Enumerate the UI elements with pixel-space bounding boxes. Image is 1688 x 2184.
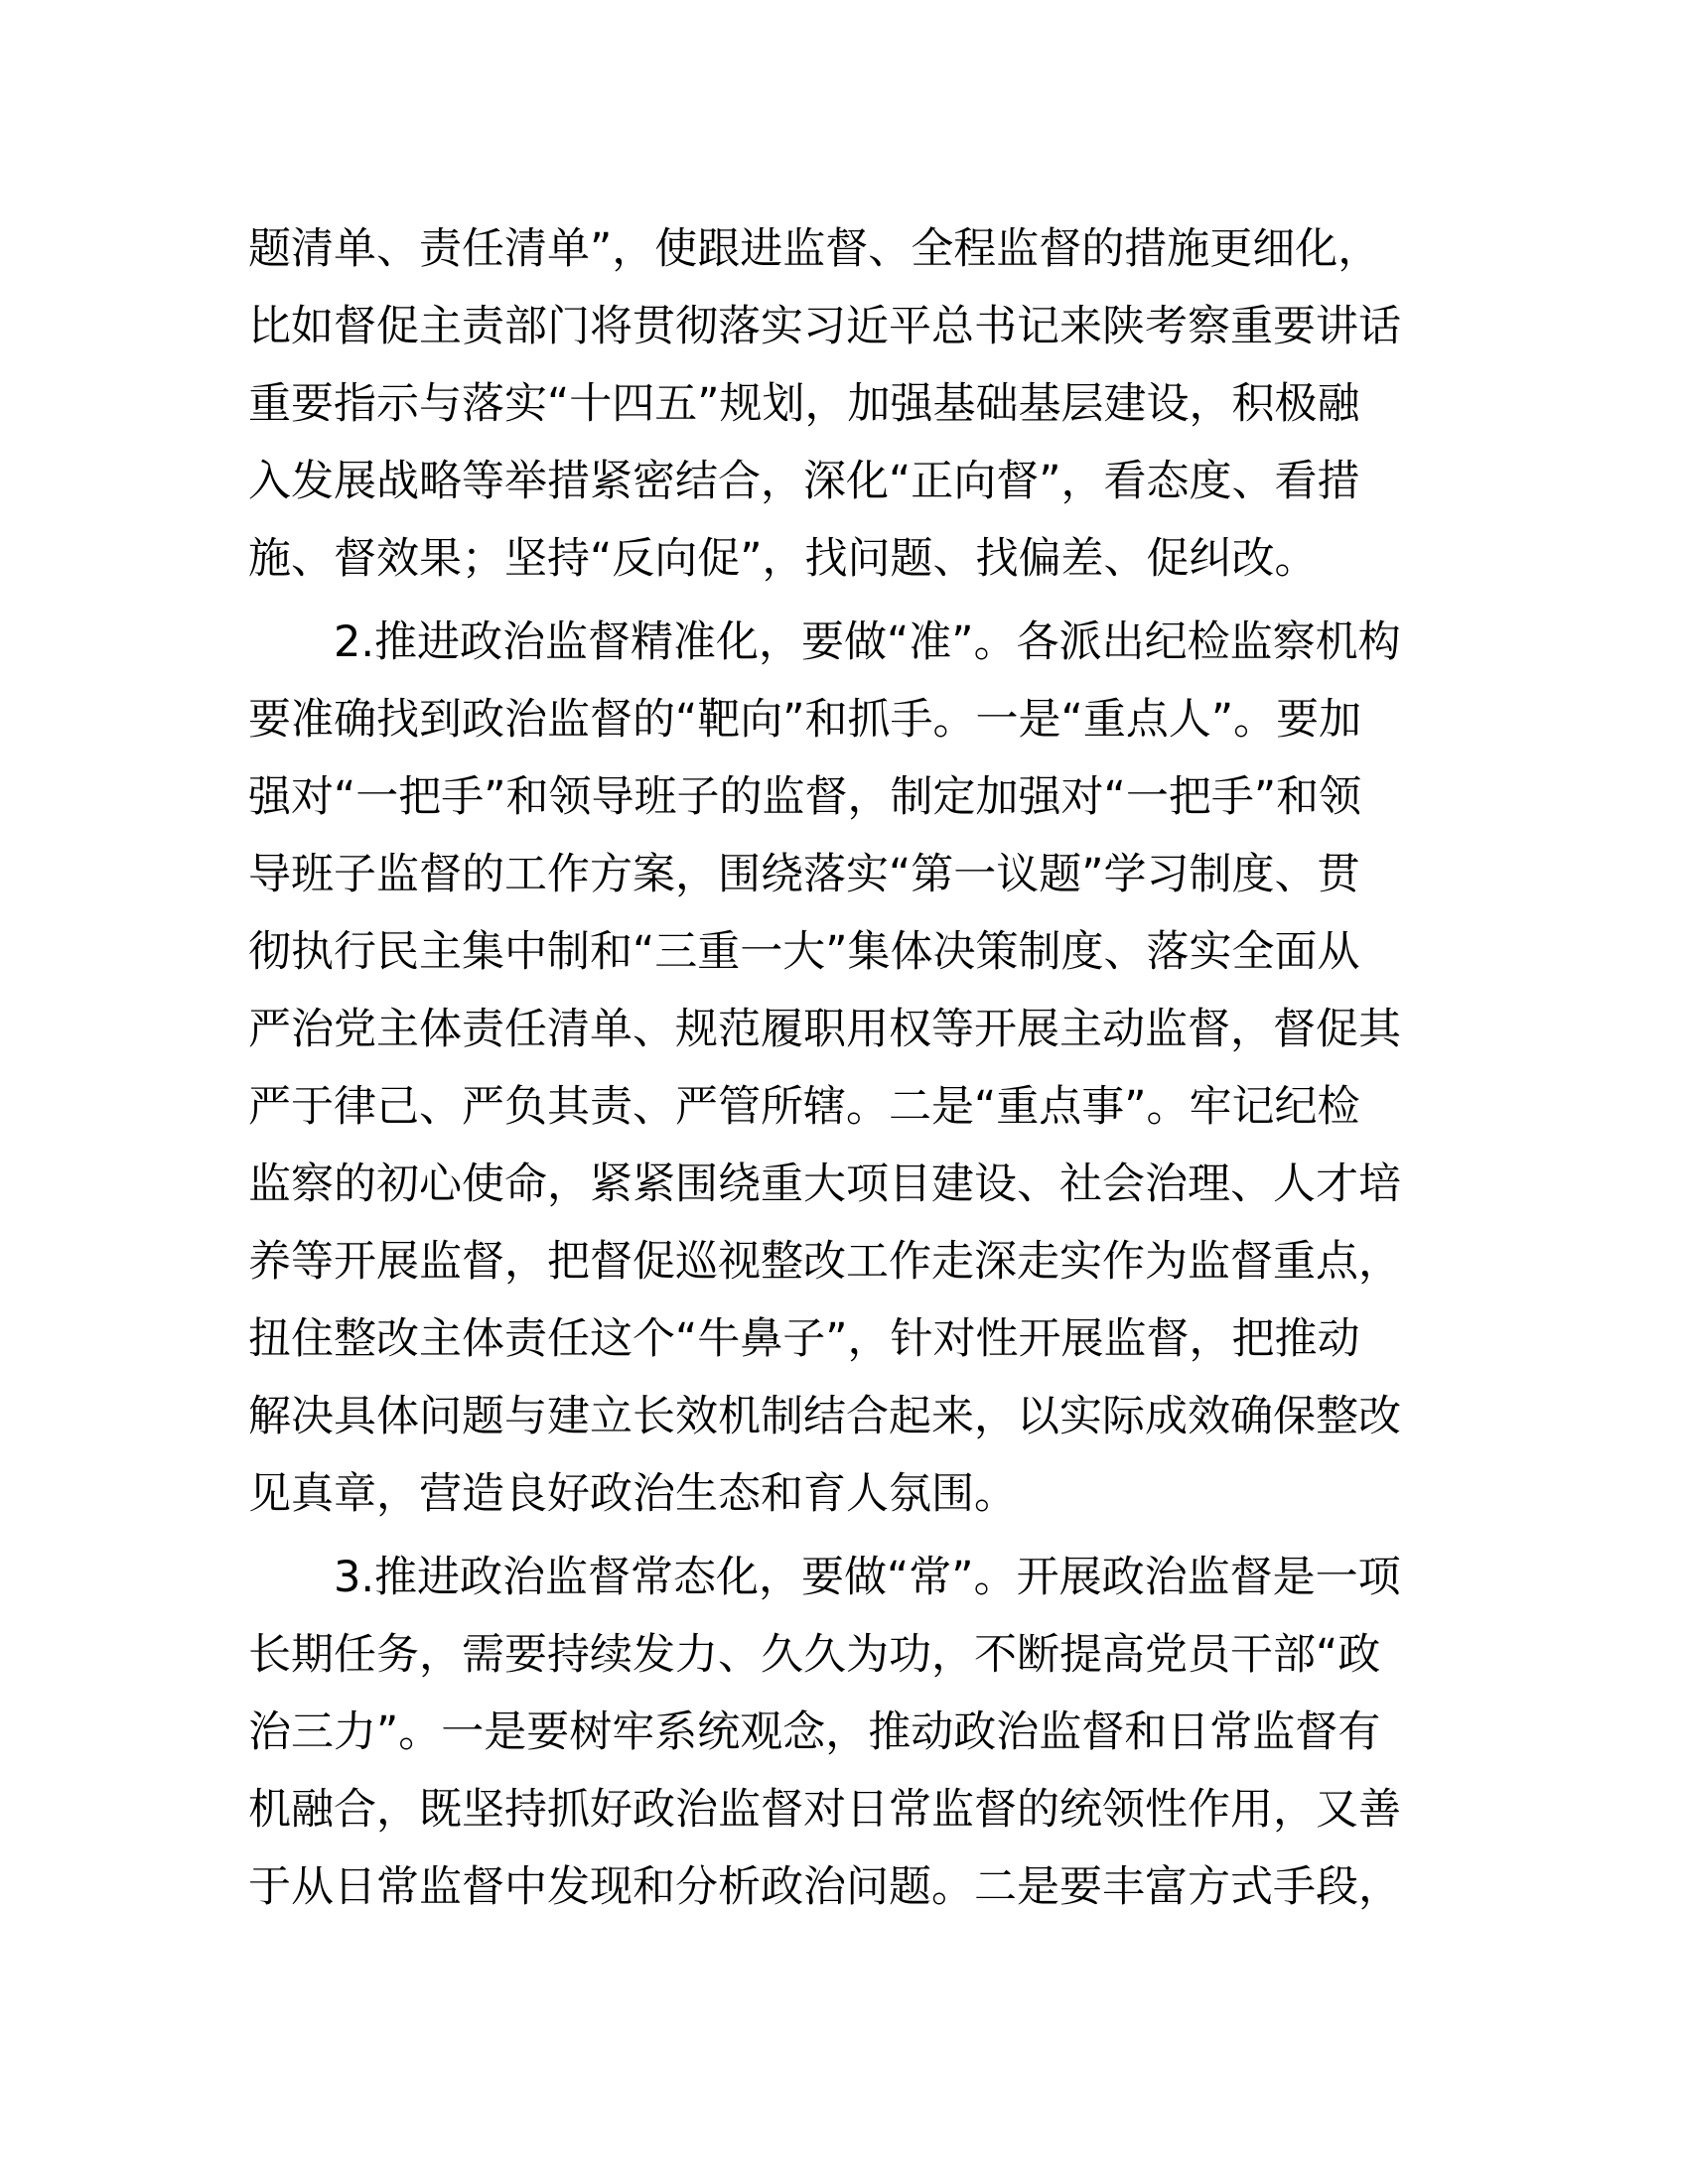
paragraph-1 (248, 210, 1440, 598)
text-line: 长期任务，需要持续发力、久久为功，不断提高党员干部“政 (248, 1630, 1381, 1680)
text-line: 导班子监督的工作方案，围绕落实“第一议题”学习制度、贯 (248, 850, 1360, 899)
document-body (248, 210, 1440, 1932)
text-line: 题清单、责任清单”，使跟进监督、全程监督的措施更细化， (248, 224, 1381, 274)
text-line: 施、督效果；坚持“反向促”，找问题、找偏差、促纠改。 (248, 534, 1318, 584)
text-line: 比如督促主责部门将贯彻落实习近平总书记来陕考察重要讲话 (248, 302, 1401, 351)
text-line: 治三力”。一是要树牢系统观念，推动政治监督和日常监督有 (248, 1707, 1381, 1757)
text-line: 见真章，营造良好政治生态和育人氛围。 (248, 1469, 1017, 1519)
text-line: 于从日常监督中发现和分析政治问题。二是要丰富方式手段， (248, 1862, 1401, 1912)
paragraph-3 (248, 1539, 1440, 1926)
text-line: 彻执行民主集中制和“三重一大”集体决策制度、落实全面从 (248, 927, 1360, 977)
text-line: 强对“一把手”和领导班子的监督，制定加强对“一把手”和领 (248, 772, 1362, 822)
paragraph-2 (248, 604, 1440, 1533)
text-line: 3.推进政治监督常态化，要做“常”。开展政治监督是一项 (334, 1553, 1401, 1602)
text-line: 要准确找到政治监督的“靶向”和抓手。一是“重点人”。要加 (248, 695, 1362, 745)
text-line: 严于律己、严负其责、严管所辖。二是“重点事”。牢记纪检 (248, 1082, 1360, 1132)
text-line: 入发展战略等举措紧密结合，深化“正向督”，看态度、看措 (248, 457, 1360, 506)
text-line: 重要指示与落实“十四五”规划，加强基础基层建设，积极融 (248, 379, 1360, 429)
text-line: 解决具体问题与建立长效机制结合起来，以实际成效确保整改 (248, 1392, 1401, 1441)
text-line: 监察的初心使命，紧紧围绕重大项目建设、社会治理、人才培 (248, 1160, 1401, 1209)
text-line: 养等开展监督，把督促巡视整改工作走深走实作为监督重点， (248, 1237, 1401, 1287)
text-line: 扭住整改主体责任这个“牛鼻子”，针对性开展监督，把推动 (248, 1314, 1360, 1364)
text-line: 2.推进政治监督精准化，要做“准”。各派出纪检监察机构 (334, 617, 1401, 667)
text-line: 严治党主体责任清单、规范履职用权等开展主动监督，督促其 (248, 1005, 1401, 1054)
text-line: 机融合，既坚持抓好政治监督对日常监督的统领性作用，又善 (248, 1785, 1401, 1835)
